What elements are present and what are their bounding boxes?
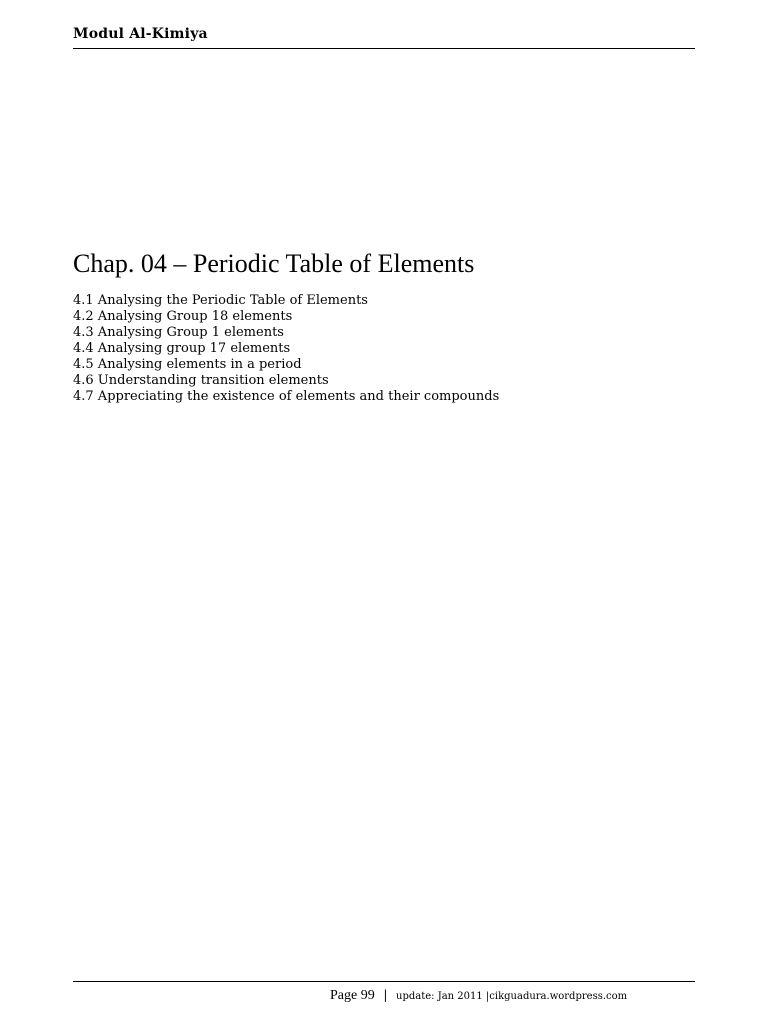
header-title: Modul Al-Kimiya	[73, 26, 208, 42]
chapter-title: Chap. 04 – Periodic Table of Elements	[73, 249, 475, 278]
section-item: 4.7 Appreciating the existence of elements and their compounds	[73, 389, 500, 404]
section-item: 4.6 Understanding transition elements	[73, 373, 329, 388]
section-item: 4.1 Analysing the Periodic Table of Elements	[73, 293, 368, 308]
section-item: 4.2 Analysing Group 18 elements	[73, 309, 293, 324]
section-item: 4.5 Analysing elements in a period	[73, 357, 302, 372]
page-footer	[330, 984, 627, 1004]
section-item: 4.4 Analysing group 17 elements	[73, 341, 291, 356]
footer-update-note: update: Jan 2011 |cikguadura.wordpress.com	[396, 991, 628, 1002]
footer-divider	[73, 981, 695, 982]
footer-separator: |	[383, 988, 387, 1003]
section-item: 4.3 Analysing Group 1 elements	[73, 325, 284, 340]
page-header	[73, 26, 695, 49]
page-number: Page 99	[330, 988, 375, 1003]
section-list	[73, 293, 499, 405]
